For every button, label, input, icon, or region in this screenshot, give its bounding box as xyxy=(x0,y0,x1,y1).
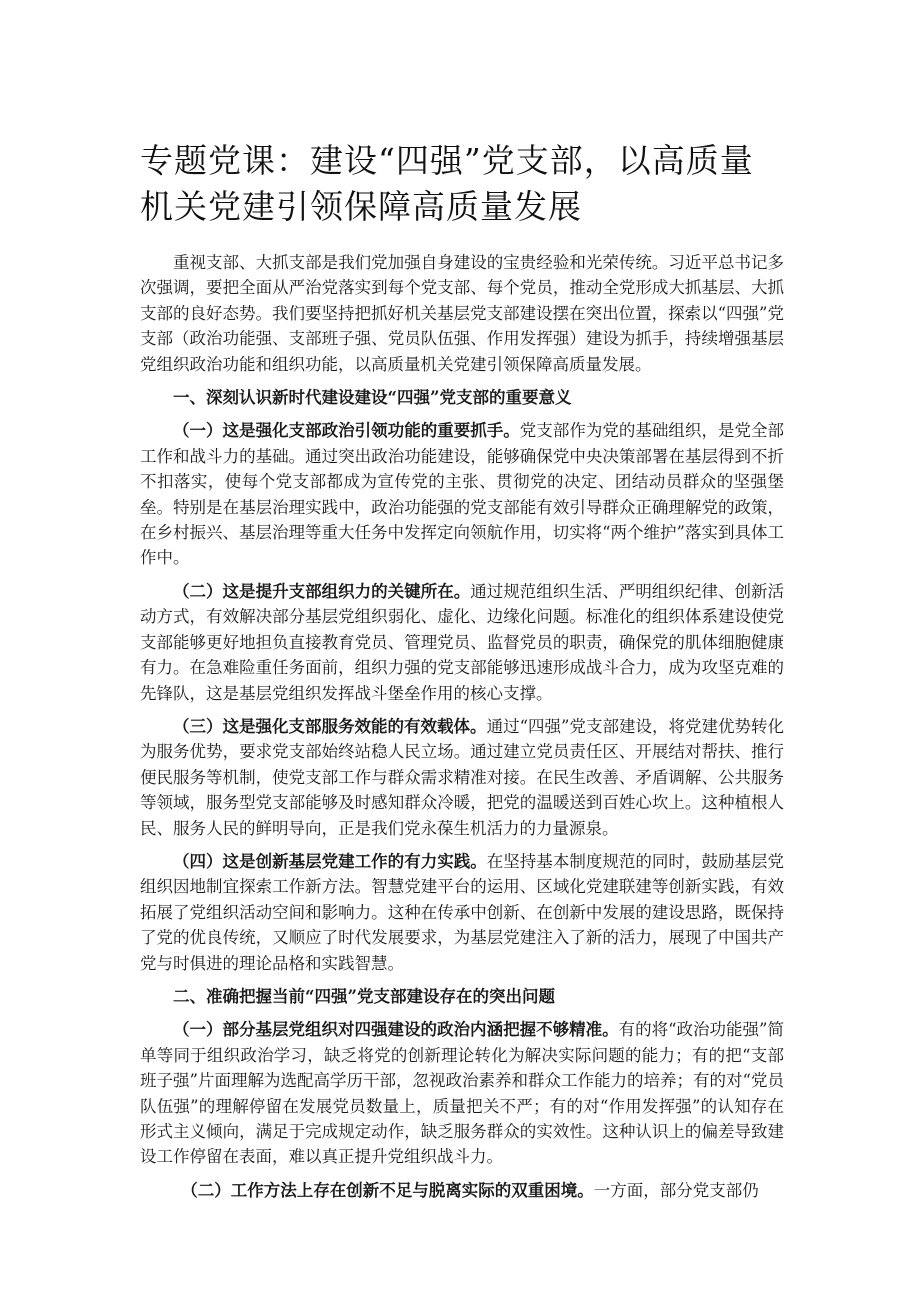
section-2-heading: 二、准确把握当前“四强”党支部建设存在的突出问题 xyxy=(173,986,555,1006)
item-text: 通过“四强”党支部建设，将党建优势转化为服务优势，要求党支部始终站稳人民立场。通过建立党员责任区、开展结对帮扶、推行便民服务等机制，使党支部工作与群众需求精准对接。在民生改善、矛盾调解、公共服务等领域，服务型党支部能够及时感知群众冷暖，把党的温暖送到百姓心坎上。这种植根人民、服务人民的鲜明导向，正是我们党永葆生机活力的力量源泉。 xyxy=(140,716,785,838)
item-text: 一方面，部分党支部仍 xyxy=(593,1180,759,1200)
section-1-item-2 xyxy=(140,579,784,706)
item-lead: （二）工作方法上存在创新不足与脱离实际的双重困境。 xyxy=(181,1180,594,1200)
section-2-item-2 xyxy=(140,1178,784,1203)
document-title: 专题党课：建设“四强”党支部，以高质量机关党建引领保障高质量发展 xyxy=(140,141,754,226)
item-text: 有的将“政治功能强”简单等同于组织政治学习，缺乏将党的创新理论转化为解决实际问题的能力；有的把“支部班子强”片面理解为选配高学历干部，忽视政治素养和群众工作能力的培养；有的对“党员队伍强”的理解停留在发展党员数量上，质量把关不严；有的对“作用发挥强”的认知存在形式主义倾向，满足于完成规定动作，缺乏服务群众的实效性。这种认识上的偏差导致建设工作停留在表面，难以真正提升党组织战斗力。 xyxy=(140,1020,784,1167)
document-page xyxy=(140,138,784,1211)
intro-paragraph: 重视支部、大抓支部是我们党加强自身建设的宝贵经验和光荣传统。习近平总书记多次强调，要把全面从严治党落实到每个党支部、每个党员，推动全党形成大抓基层、大抓支部的良好态势。我们要坚持把抓好机关基层党支部建设摆在突出位置，探索以“四强”党支部（政治功能强、支部班子强、党员队伍强、作用发挥强）建设为抓手，持续增强基层党组织政治功能和组织功能，以高质量机关党建引领保障高质量发展。 xyxy=(140,253,784,374)
item-text: 党支部作为党的基础组织，是党全部工作和战斗力的基础。通过突出政治功能建设，能够确保党中央决策部署在基层得到不折不扣落实，使每个党支部都成为宣传党的主张、贯彻党的决定、团结动员群众的坚强堡垒。特别是在基层治理实践中，政治功能强的党支部能有效引导群众正确理解党的政策，在乡村振兴、基层治理等重大任务中发挥定向领航作用，切实将“两个维护”落实到具体工作中。 xyxy=(140,421,785,568)
item-lead: （三）这是强化支部服务效能的有效载体。 xyxy=(173,716,487,736)
section-1-item-4 xyxy=(140,849,784,976)
item-text: 通过规范组织生活、严明组织纪律、创新活动方式，有效解决部分基层党组织弱化、虚化、边缘化问题。标准化的组织体系建设使党支部能够更好地担负直接教育党员、管理党员、监督党员的职责，确保党的肌体细胞健康有力。在急难险重任务面前，组织力强的党支部能够迅速形成战斗合力，成为攻坚克难的先锋队，这是基层党组织发挥战斗堡垒作用的核心支撑。 xyxy=(140,581,785,703)
section-1-item-1 xyxy=(140,418,784,570)
item-lead: （二）这是提升支部组织力的关键所在。 xyxy=(173,581,471,601)
item-text: 在坚持基本制度规范的同时，鼓励基层党组织因地制宜探索工作新方法。智慧党建平台的运用、区域化党建联建等创新实践，有效拓展了党组织活动空间和影响力。这种在传承中创新、在创新中发展的建设思路，既保持了党的优良传统，又顺应了时代发展要求，为基层党建注入了新的活力，展现了中国共产党与时俱进的理论品格和实践智慧。 xyxy=(140,851,785,973)
item-lead: （四）这是创新基层党建工作的有力实践。 xyxy=(173,851,487,871)
section-1-item-3 xyxy=(140,714,784,841)
item-lead: （一）这是强化支部政治引领功能的重要抓手。 xyxy=(173,421,520,441)
item-lead: （一）部分基层党组织对四强建设的政治内涵把握不够精准。 xyxy=(173,1020,619,1040)
section-1-heading: 一、深刻认识新时代建设建设“四强”党支部的重要意义 xyxy=(173,388,572,408)
section-2-item-1 xyxy=(140,1017,784,1169)
